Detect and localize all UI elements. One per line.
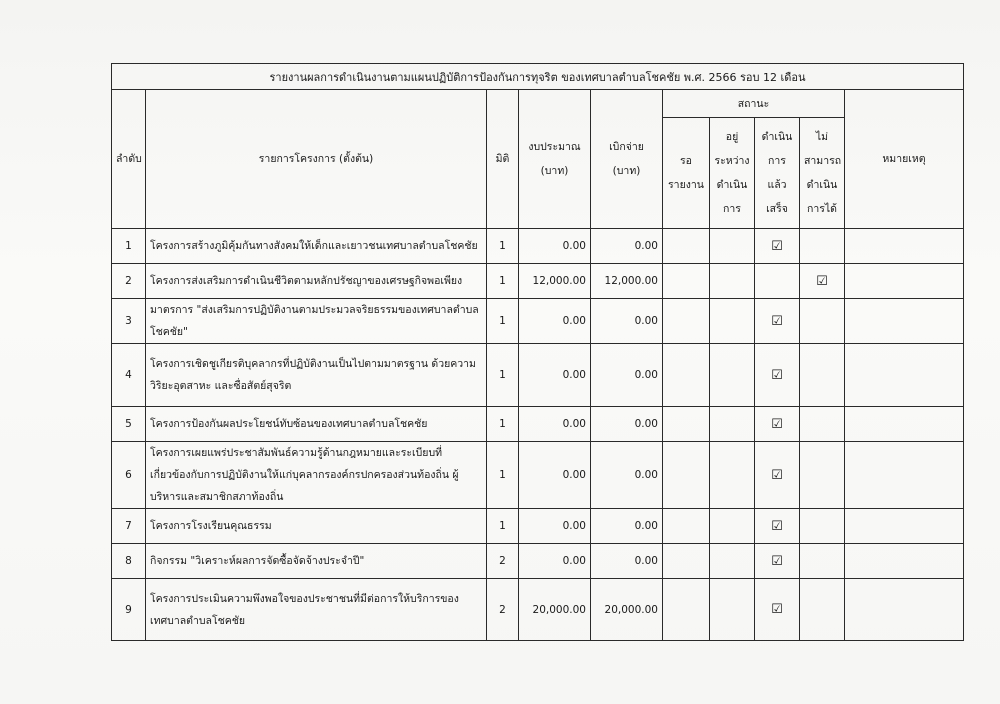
row-status-in-progress	[710, 229, 755, 264]
row-budget: 0.00	[519, 229, 591, 264]
header-status-unable: ไม่ สามารถ ดำเนิน การได้	[800, 118, 845, 229]
row-dimension: 2	[487, 544, 519, 579]
checkbox-checked-icon: ☑	[771, 518, 783, 534]
row-spent: 12,000.00	[591, 264, 663, 299]
header-dimension: มิติ	[487, 90, 519, 229]
row-dimension: 2	[487, 579, 519, 641]
row-spent: 0.00	[591, 442, 663, 509]
table-row	[112, 264, 964, 299]
row-spent: 0.00	[591, 544, 663, 579]
header-budget: งบประมาณ (บาท)	[519, 90, 591, 229]
row-project-name: โครงการส่งเสริมการดำเนินชีวิตตามหลักปรัชญาของเศรษฐกิจพอเพียง	[146, 264, 487, 299]
row-status-done	[755, 579, 800, 641]
header-no: ลำดับ	[112, 90, 146, 229]
checkbox-checked-icon: ☑	[771, 553, 783, 569]
row-status-done	[755, 344, 800, 407]
row-status-pending	[663, 264, 710, 299]
row-budget: 20,000.00	[519, 579, 591, 641]
row-dimension: 1	[487, 264, 519, 299]
row-status-done	[755, 407, 800, 442]
header-status-done: ดำเนิน การ แล้วเสร็จ	[755, 118, 800, 229]
table-row	[112, 509, 964, 544]
row-number: 7	[112, 509, 146, 544]
header-spent: เบิกจ่าย (บาท)	[591, 90, 663, 229]
row-budget: 0.00	[519, 407, 591, 442]
row-status-in-progress	[710, 442, 755, 509]
row-remarks	[845, 442, 964, 509]
row-status-unable	[800, 229, 845, 264]
header-remarks: หมายเหตุ	[845, 90, 964, 229]
row-dimension: 1	[487, 509, 519, 544]
row-dimension: 1	[487, 229, 519, 264]
row-project-name: โครงการป้องกันผลประโยชน์ทับซ้อนของเทศบาลตำบลโชคชัย	[146, 407, 487, 442]
row-project-name: โครงการสร้างภูมิคุ้มกันทางสังคมให้เด็กและเยาวชนเทศบาลตำบลโชคชัย	[146, 229, 487, 264]
row-remarks	[845, 544, 964, 579]
header-project: รายการโครงการ (ตั้งต้น)	[146, 90, 487, 229]
row-remarks	[845, 264, 964, 299]
row-spent: 0.00	[591, 299, 663, 344]
row-number: 4	[112, 344, 146, 407]
row-project-name: กิจกรรม "วิเคราะห์ผลการจัดซื้อจัดจ้างประจำปี"	[146, 544, 487, 579]
row-spent: 0.00	[591, 407, 663, 442]
row-dimension: 1	[487, 407, 519, 442]
row-budget: 0.00	[519, 509, 591, 544]
table-row	[112, 407, 964, 442]
row-project-name: มาตรการ "ส่งเสริมการปฏิบัติงานตามประมวลจริยธรรมของเทศบาลตำบลโชคชัย"	[146, 299, 487, 344]
row-status-pending	[663, 544, 710, 579]
row-project-name: โครงการโรงเรียนคุณธรรม	[146, 509, 487, 544]
row-status-unable	[800, 407, 845, 442]
row-status-pending	[663, 509, 710, 544]
checkbox-checked-icon: ☑	[771, 238, 783, 254]
row-status-pending	[663, 407, 710, 442]
row-status-unable	[800, 544, 845, 579]
checkbox-checked-icon: ☑	[771, 602, 783, 617]
row-status-in-progress	[710, 544, 755, 579]
row-remarks	[845, 299, 964, 344]
row-number: 5	[112, 407, 146, 442]
row-status-unable	[800, 442, 845, 509]
header-status-in-progress: อยู่ ระหว่าง ดำเนิน การ	[710, 118, 755, 229]
row-status-done	[755, 544, 800, 579]
table-row	[112, 299, 964, 344]
row-remarks	[845, 407, 964, 442]
row-spent: 0.00	[591, 344, 663, 407]
row-status-in-progress	[710, 344, 755, 407]
row-dimension: 1	[487, 299, 519, 344]
row-status-in-progress	[710, 509, 755, 544]
row-remarks	[845, 509, 964, 544]
row-status-pending	[663, 229, 710, 264]
row-number: 2	[112, 264, 146, 299]
row-status-done	[755, 509, 800, 544]
row-number: 3	[112, 299, 146, 344]
checkbox-checked-icon: ☑	[816, 273, 828, 289]
row-budget: 12,000.00	[519, 264, 591, 299]
row-spent: 0.00	[591, 509, 663, 544]
row-status-unable	[800, 299, 845, 344]
row-status-in-progress	[710, 264, 755, 299]
row-budget: 0.00	[519, 544, 591, 579]
table-row	[112, 229, 964, 264]
row-remarks	[845, 229, 964, 264]
row-status-unable	[800, 579, 845, 641]
row-budget: 0.00	[519, 344, 591, 407]
report-title: รายงานผลการดำเนินงานตามแผนปฏิบัติการป้องกันการทุจริต ของเทศบาลตำบลโชคชัย พ.ศ. 2566 รอบ 12 เดือน	[112, 64, 964, 90]
row-number: 6	[112, 442, 146, 509]
row-status-pending	[663, 442, 710, 509]
checkbox-checked-icon: ☑	[771, 313, 783, 329]
row-spent: 20,000.00	[591, 579, 663, 641]
row-status-pending	[663, 299, 710, 344]
row-budget: 0.00	[519, 299, 591, 344]
row-status-done	[755, 229, 800, 264]
row-dimension: 1	[487, 344, 519, 407]
row-status-in-progress	[710, 299, 755, 344]
header-status-pending: รอ รายงาน	[663, 118, 710, 229]
checkbox-checked-icon: ☑	[771, 367, 783, 383]
row-status-unable	[800, 264, 845, 299]
table-row	[112, 344, 964, 407]
row-number: 1	[112, 229, 146, 264]
row-status-in-progress	[710, 407, 755, 442]
row-project-name: โครงการประเมินความพึงพอใจของประชาชนที่มีต่อการให้บริการของเทศบาลตำบลโชคชัย	[146, 579, 487, 641]
row-status-done	[755, 299, 800, 344]
row-project-name: โครงการเผยแพร่ประชาสัมพันธ์ความรู้ด้านกฎหมายและระเบียบที่เกี่ยวข้องกับการปฏิบัติงานให้แก่บุคลากรองค์กรปกครองส่วนท้องถิ่น ผู้บริหารและสมาชิกสภาท้องถิ่น	[146, 442, 487, 509]
checkbox-checked-icon: ☑	[771, 467, 783, 483]
row-status-unable	[800, 344, 845, 407]
row-remarks	[845, 579, 964, 641]
row-dimension: 1	[487, 442, 519, 509]
row-number: 9	[112, 579, 146, 641]
table-row	[112, 544, 964, 579]
row-status-pending	[663, 579, 710, 641]
row-spent: 0.00	[591, 229, 663, 264]
row-project-name: โครงการเชิดชูเกียรติบุคลากรที่ปฏิบัติงานเป็นไปตามมาตรฐาน ด้วยความวิริยะอุตสาหะ และซื่อสัตย์สุจริต	[146, 344, 487, 407]
row-status-in-progress	[710, 579, 755, 641]
row-status-unable	[800, 509, 845, 544]
row-budget: 0.00	[519, 442, 591, 509]
table-row	[112, 442, 964, 509]
header-status: สถานะ	[663, 90, 845, 118]
row-remarks	[845, 344, 964, 407]
checkbox-checked-icon: ☑	[771, 416, 783, 432]
report-table	[111, 63, 964, 641]
row-status-done	[755, 264, 800, 299]
table-row	[112, 579, 964, 641]
row-number: 8	[112, 544, 146, 579]
row-status-pending	[663, 344, 710, 407]
row-status-done	[755, 442, 800, 509]
